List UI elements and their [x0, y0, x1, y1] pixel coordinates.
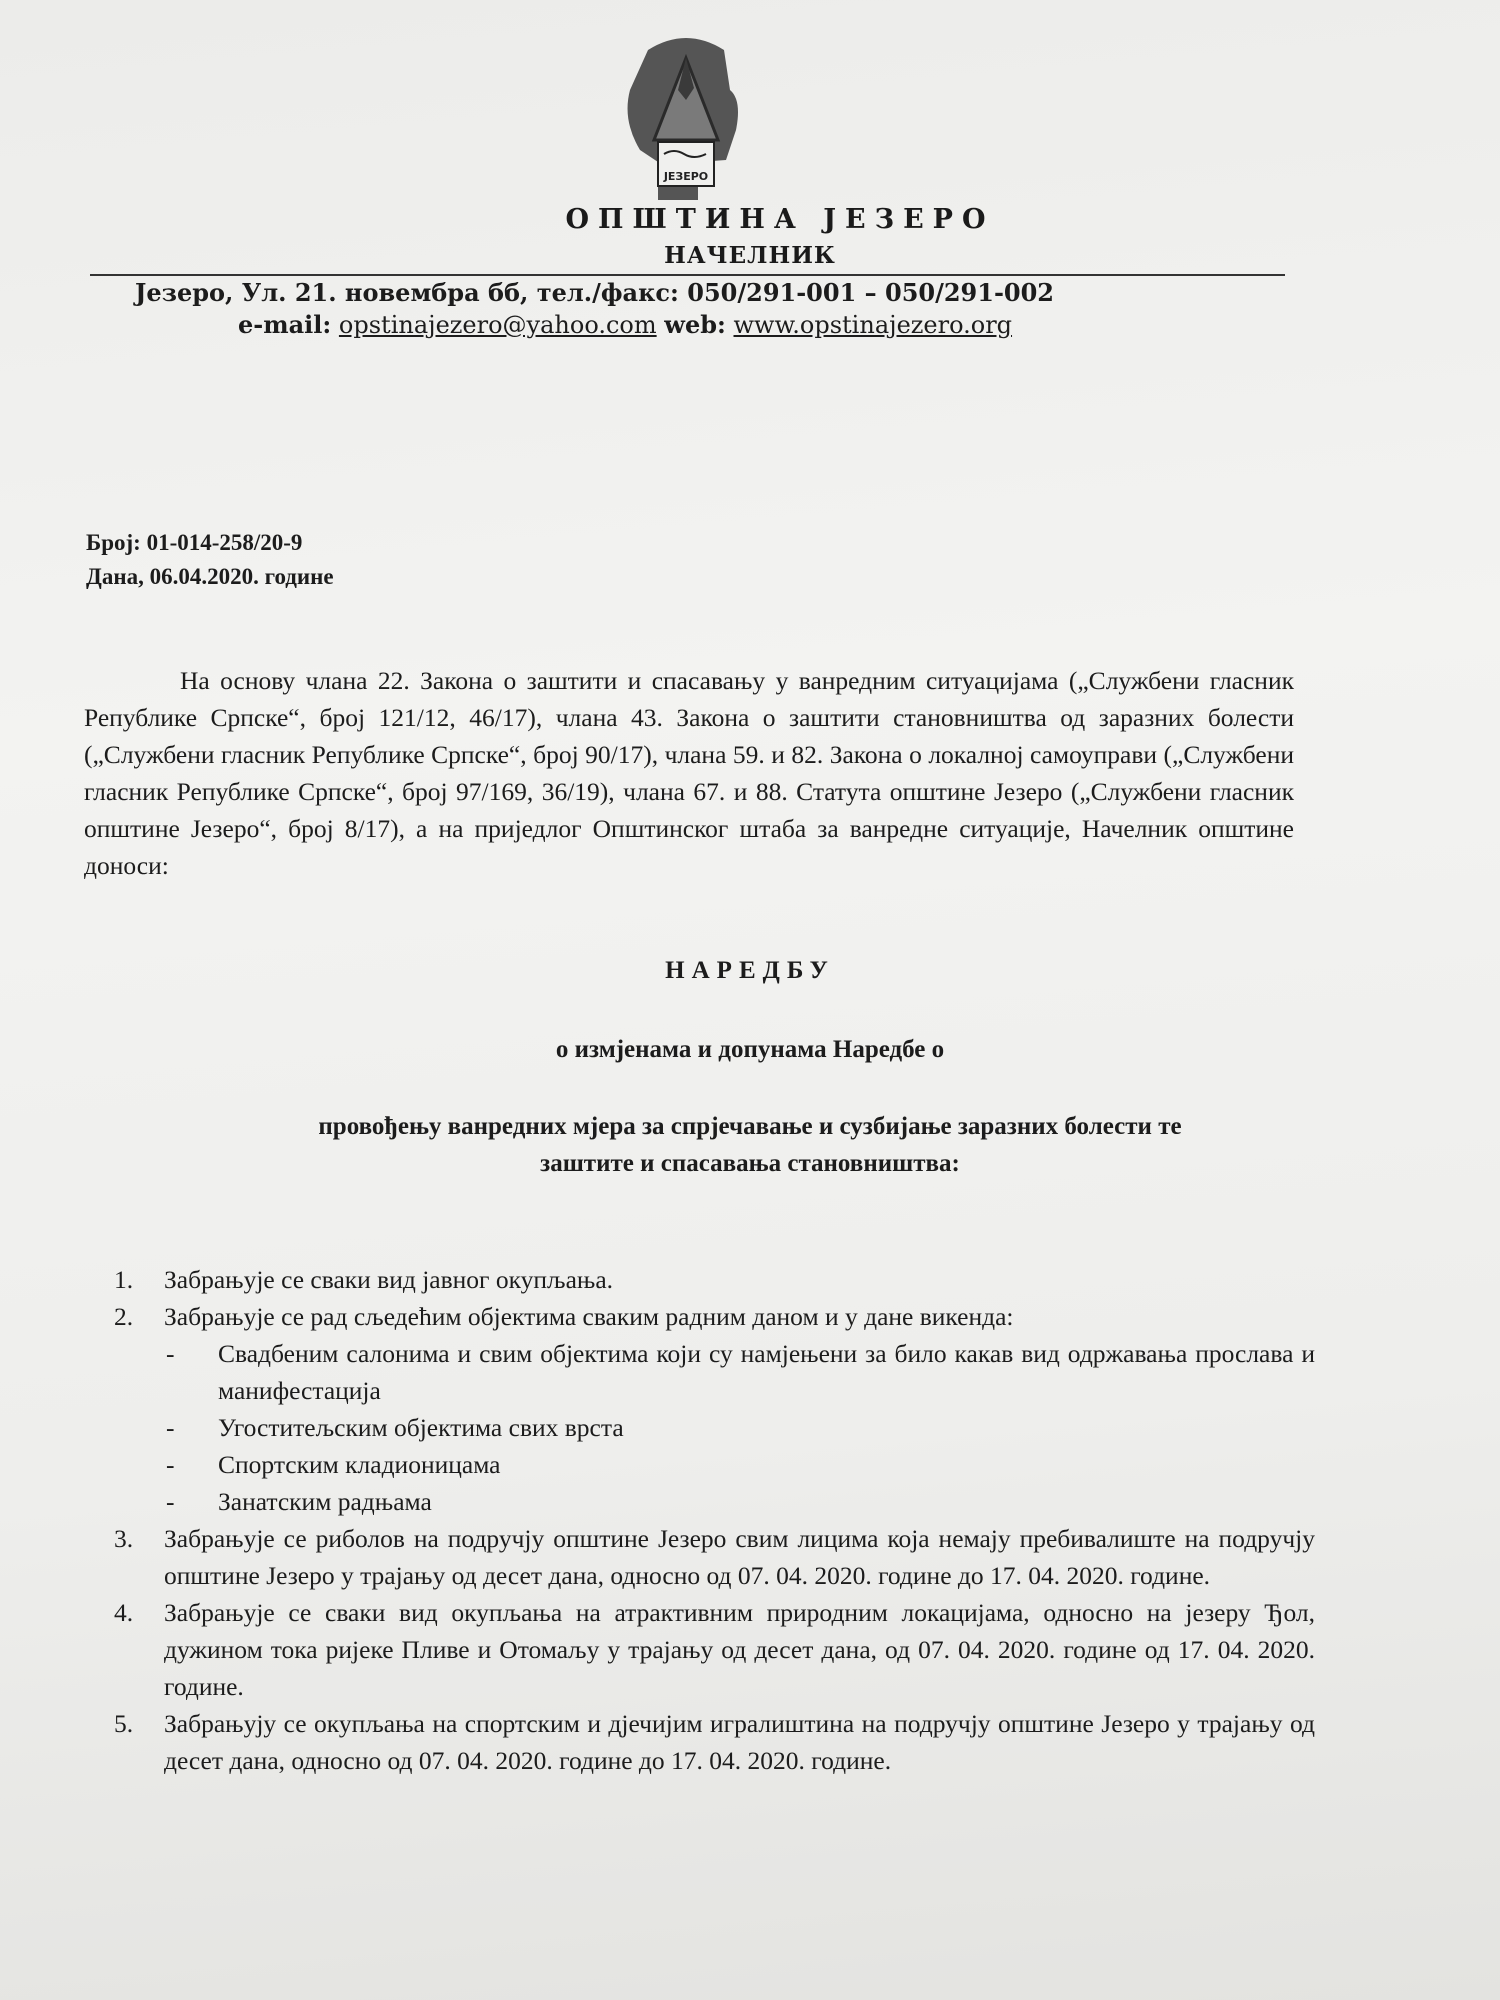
header-divider [90, 274, 1285, 276]
list-item [100, 1298, 1315, 1335]
document-date: Дана, 06.04.2020. године [86, 564, 334, 589]
item-number: 3. [114, 1524, 134, 1553]
item-text: Забрањује се риболов на подручју општине Језеро свим лицима која немају пребивалиште на подручју општине Језеро у трајању од десет дана, односно од 07. 04. 2020. године до 17. 04. 2020. године. [164, 1524, 1315, 1590]
order-subtitle: о измјенама и допунама Наредбе о [555, 1036, 945, 1063]
municipality-coat-of-arms [618, 30, 754, 202]
sub-item-text: Занатским радњама [218, 1487, 432, 1516]
sub-list-item [100, 1483, 1315, 1520]
municipality-name: ОПШТИНА ЈЕЗЕРО [565, 204, 995, 235]
item-number: 5. [114, 1709, 134, 1738]
list-item [100, 1705, 1315, 1779]
item-number: 4. [114, 1598, 134, 1627]
item-number: 1. [114, 1265, 134, 1294]
bullet-dash: - [166, 1487, 175, 1516]
web-label: web: [664, 310, 726, 339]
order-title: НАРЕДБУ [665, 957, 835, 984]
measures-list [100, 1261, 1315, 1779]
item-number: 2. [114, 1302, 134, 1331]
sub-list-item [100, 1335, 1315, 1409]
bullet-dash: - [166, 1413, 175, 1442]
sub-item-text: Угоститељским објектима свих врста [218, 1413, 624, 1442]
item-text: Забрањује се сваки вид окупљања на атрактивним природним локацијама, односно на језеру Ђол, дужином тока ријеке Пливе и Отомаљу у трајању од десет дана, од 07. 04. 2020. године од 17. 04. 2020. године. [164, 1598, 1315, 1701]
order-subject-line-2: заштите и спасавања становништва: [540, 1150, 960, 1177]
address-line: Језеро, Ул. 21. новембра бб, тел./факс: 050/291-001 – 050/291-002 [135, 278, 1055, 307]
office-title: НАЧЕЛНИК [664, 242, 836, 269]
order-subject [0, 1108, 1500, 1182]
item-text: Забрањује се сваки вид јавног окупљања. [164, 1265, 614, 1294]
item-text: Забрањује се рад сљедећим објектима сваким радним даном и у дане викенда: [164, 1302, 1014, 1331]
bullet-dash: - [166, 1339, 175, 1368]
list-item [100, 1594, 1315, 1705]
item-text: Забрањују се окупљања на спортским и дјечијим игралиштина на подручју општине Језеро у трајању од десет дана, односно од 07. 04. 2020. године до 17. 04. 2020. године. [164, 1709, 1315, 1775]
list-item [100, 1520, 1315, 1594]
sub-item-text: Спортским кладионицама [218, 1450, 501, 1479]
bullet-dash: - [166, 1450, 175, 1479]
sub-list-item [100, 1409, 1315, 1446]
sub-item-text: Свадбеним салонима и свим објектима који су намјењени за било какав вид одржавања прослава и манифестација [218, 1339, 1315, 1405]
contact-line [238, 310, 1012, 339]
preamble-paragraph: На основу члана 22. Закона о заштити и спасавању у ванредним ситуацијама („Службени гласник Републике Српске“, број 121/12, 46/17), члана 43. Закона о заштити становништва од заразних болести („Службени гласник Републике Српске“, број 90/17), члана 59. и 82. Закона о локалној самоуправи („Службени гласник Републике Српске“, број 97/169, 36/19), члана 67. и 88. Статута општине Језеро („Службени гласник општине Језеро“, број 8/17), а на приједлог Општинског штаба за ванредне ситуације, Начелник општине доноси: [84, 666, 1294, 880]
logo-label: ЈЕЗЕРО [663, 170, 709, 183]
document-number: Број: 01-014-258/20-9 [86, 530, 303, 555]
order-subject-line-1: провођењу ванредних мјера за спрјечавање и сузбијање заразних болести те [318, 1113, 1182, 1140]
web-link[interactable]: www.opstinajezero.org [733, 311, 1013, 339]
email-label: e-mail: [238, 310, 332, 339]
email-link[interactable]: opstinajezero@yahoo.com [338, 311, 657, 339]
sub-list-item [100, 1446, 1315, 1483]
list-item [100, 1261, 1315, 1298]
